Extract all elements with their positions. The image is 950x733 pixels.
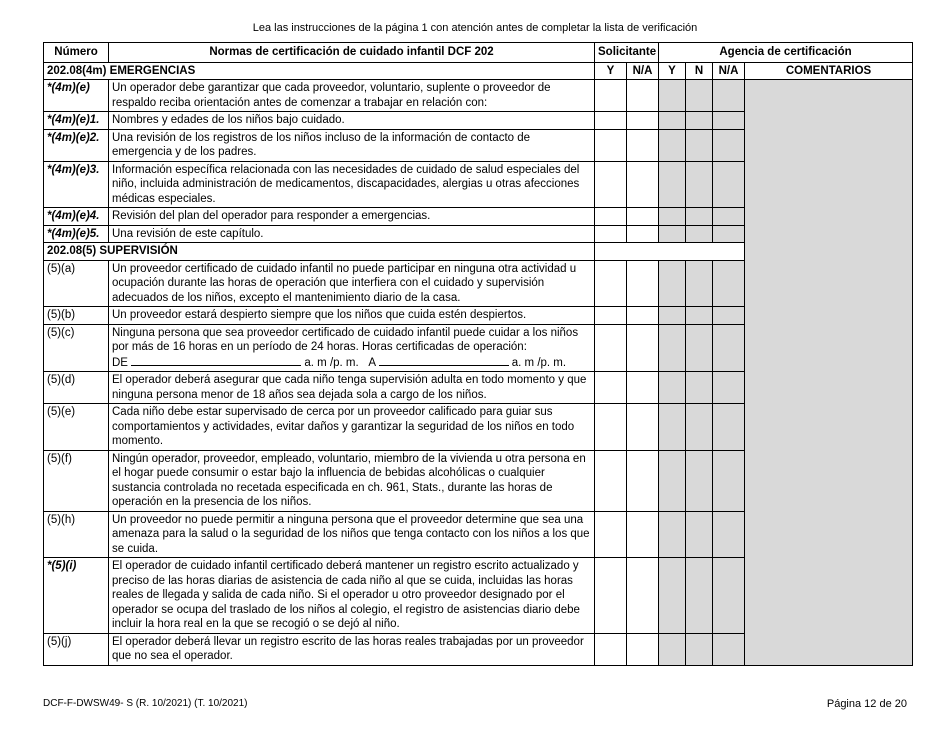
agencia-y-cell[interactable] <box>659 450 686 511</box>
rule-text-content: Cada niño debe estar supervisado de cerca por un proveedor calificado para guiar sus comportamientos y actividades, evitar daños y garantizar la seguridad de los niños en todo momento. <box>112 406 575 447</box>
certification-checklist-table <box>43 42 913 666</box>
rule-text-content: El operador deberá llevar un registro escrito de las horas reales trabajadas por un proveedor que no sea el operador. <box>112 635 584 662</box>
solicitante-na-header: N/A <box>627 62 659 80</box>
rule-text <box>109 511 595 558</box>
rule-number: *(4m)(e) <box>44 80 109 112</box>
rule-text <box>109 208 595 226</box>
agencia-y-cell[interactable] <box>659 225 686 243</box>
solicitante-y-cell[interactable] <box>595 511 627 558</box>
rule-number: (5)(j) <box>44 633 109 665</box>
hours-to-field[interactable] <box>379 355 509 366</box>
rule-number: (5)(c) <box>44 324 109 372</box>
rule-number: *(4m)(e)5. <box>44 225 109 243</box>
solicitante-y-cell[interactable] <box>595 324 627 372</box>
solicitante-y-cell[interactable] <box>595 208 627 226</box>
solicitante-na-cell[interactable] <box>627 80 659 112</box>
rule-number: *(4m)(e)4. <box>44 208 109 226</box>
solicitante-y-cell[interactable] <box>595 372 627 404</box>
rule-number: (5)(f) <box>44 450 109 511</box>
agencia-header: Agencia de certificación <box>659 43 913 63</box>
agencia-na-cell[interactable] <box>713 112 745 130</box>
hours-from-label: DE <box>112 356 128 369</box>
agencia-n-cell[interactable] <box>686 307 713 325</box>
rule-number: (5)(d) <box>44 372 109 404</box>
rule-text <box>109 129 595 161</box>
agencia-na-cell[interactable] <box>713 450 745 511</box>
agencia-na-cell[interactable] <box>713 208 745 226</box>
agencia-y-cell[interactable] <box>659 161 686 208</box>
solicitante-y-cell[interactable] <box>595 404 627 451</box>
solicitante-na-cell[interactable] <box>627 161 659 208</box>
rule-text-content: Ninguna persona que sea proveedor certificado de cuidado infantil puede cuidar a los niños por más de 16 horas en un período de 24 horas. Horas certificadas de operación: <box>112 326 579 353</box>
agencia-n-cell[interactable] <box>686 129 713 161</box>
rule-text <box>109 80 595 112</box>
agencia-na-cell[interactable] <box>713 633 745 665</box>
agencia-n-header: N <box>686 62 713 80</box>
agencia-n-cell[interactable] <box>686 225 713 243</box>
agencia-n-cell[interactable] <box>686 633 713 665</box>
rule-number: *(4m)(e)2. <box>44 129 109 161</box>
agencia-y-cell[interactable] <box>659 307 686 325</box>
hours-to-label: A <box>368 356 376 369</box>
header-row <box>44 43 913 63</box>
rule-text-content: Un proveedor certificado de cuidado infantil no puede participar en ninguna otra actividad u ocupación durante las horas de operación que interfiera con el cuidado y supervisión adecuados de los niños, excepto el mantenimiento diario de la casa. <box>112 262 577 304</box>
agencia-n-cell[interactable] <box>686 324 713 372</box>
section-title-supervision: 202.08(5) SUPERVISIÓN <box>44 243 595 261</box>
table-row <box>44 80 913 112</box>
agencia-y-cell[interactable] <box>659 80 686 112</box>
agencia-n-cell[interactable] <box>686 404 713 451</box>
comentarios-header: COMENTARIOS <box>745 62 913 80</box>
rule-text-content: Revisión del plan del operador para responder a emergencias. <box>112 210 431 222</box>
agencia-n-cell[interactable] <box>686 161 713 208</box>
agencia-y-header: Y <box>659 62 686 80</box>
solicitante-y-cell[interactable] <box>595 225 627 243</box>
rule-text <box>109 404 595 451</box>
solicitante-na-cell[interactable] <box>627 324 659 372</box>
solicitante-na-cell[interactable] <box>627 558 659 634</box>
page-number: Página 12 de 20 <box>826 698 907 710</box>
agencia-n-cell[interactable] <box>686 511 713 558</box>
agencia-n-cell[interactable] <box>686 260 713 307</box>
agencia-na-cell[interactable] <box>713 129 745 161</box>
agencia-na-cell[interactable] <box>713 511 745 558</box>
solicitante-y-header: Y <box>595 62 627 80</box>
solicitante-na-cell[interactable] <box>627 372 659 404</box>
section-header-row <box>44 62 913 80</box>
rule-text-content: El operador deberá asegurar que cada niño tenga supervisión adulta en todo momento y que ninguna persona menor de 18 años sea dejada sola a cargo de los niños. <box>112 374 587 401</box>
rule-text-content: Información específica relacionada con las necesidades de cuidado de salud especiales del niño, incluida administración de medicamentos, discapacidades, alergias u otras afecciones médicas especiales. <box>112 163 580 205</box>
agencia-n-cell[interactable] <box>686 112 713 130</box>
solicitante-na-cell[interactable] <box>627 633 659 665</box>
agencia-y-cell[interactable] <box>659 112 686 130</box>
normas-header: Normas de certificación de cuidado infantil DCF 202 <box>109 43 595 63</box>
solicitante-y-cell[interactable] <box>595 633 627 665</box>
hours-of-operation-line <box>112 355 591 371</box>
agencia-na-cell[interactable] <box>713 324 745 372</box>
rule-text <box>109 260 595 307</box>
top-instruction-note: Lea las instrucciones de la página 1 con atención antes de completar la lista de verificación <box>252 22 698 34</box>
agencia-y-cell[interactable] <box>659 260 686 307</box>
rule-text <box>109 324 595 372</box>
rule-text <box>109 225 595 243</box>
rule-text <box>109 307 595 325</box>
agencia-y-cell[interactable] <box>659 404 686 451</box>
agencia-na-header: N/A <box>713 62 745 80</box>
agencia-y-cell[interactable] <box>659 324 686 372</box>
agencia-na-cell[interactable] <box>713 404 745 451</box>
agencia-y-cell[interactable] <box>659 208 686 226</box>
solicitante-y-cell[interactable] <box>595 161 627 208</box>
agencia-na-cell[interactable] <box>713 80 745 112</box>
solicitante-na-cell[interactable] <box>627 225 659 243</box>
hours-from-field[interactable] <box>131 355 301 366</box>
rule-text-content: Un operador debe garantizar que cada proveedor, voluntario, suplente o proveedor de respaldo reciba orientación antes de comenzar a trabajar en relación con: <box>112 82 551 109</box>
section-title-emergencias: 202.08(4m) EMERGENCIAS <box>44 62 595 80</box>
solicitante-header: Solicitante <box>595 43 659 63</box>
agencia-na-cell[interactable] <box>713 558 745 634</box>
rule-number: (5)(a) <box>44 260 109 307</box>
solicitante-na-cell[interactable] <box>627 112 659 130</box>
solicitante-y-cell[interactable] <box>595 307 627 325</box>
solicitante-y-cell[interactable] <box>595 450 627 511</box>
solicitante-na-cell[interactable] <box>627 404 659 451</box>
solicitante-na-cell[interactable] <box>627 450 659 511</box>
agencia-y-cell[interactable] <box>659 511 686 558</box>
agencia-y-cell[interactable] <box>659 633 686 665</box>
rule-text <box>109 558 595 634</box>
solicitante-na-cell[interactable] <box>627 511 659 558</box>
solicitante-na-cell[interactable] <box>627 307 659 325</box>
agencia-na-cell[interactable] <box>713 260 745 307</box>
agencia-na-cell[interactable] <box>713 225 745 243</box>
rule-number: *(4m)(e)1. <box>44 112 109 130</box>
agencia-n-cell[interactable] <box>686 450 713 511</box>
agencia-n-cell[interactable] <box>686 372 713 404</box>
rule-number: (5)(h) <box>44 511 109 558</box>
rule-text <box>109 450 595 511</box>
agencia-na-cell[interactable] <box>713 161 745 208</box>
agencia-y-cell[interactable] <box>659 558 686 634</box>
rule-text <box>109 633 595 665</box>
rule-number: *(4m)(e)3. <box>44 161 109 208</box>
rule-text <box>109 161 595 208</box>
section-filler <box>595 243 745 261</box>
solicitante-y-cell[interactable] <box>595 129 627 161</box>
rule-number: *(5)(i) <box>44 558 109 634</box>
solicitante-y-cell[interactable] <box>595 112 627 130</box>
rule-text-content: Una revisión de este capítulo. <box>112 227 264 240</box>
hours-to-ampm: a. m /p. m. <box>511 356 567 369</box>
rule-text-content: Un proveedor no puede permitir a ninguna persona que el proveedor determine que sea una amenaza para la salud o la seguridad de los niños que tenga contacto con los niños a los que se cuida. <box>112 513 590 555</box>
rule-text <box>109 112 595 130</box>
solicitante-y-cell[interactable] <box>595 558 627 634</box>
solicitante-na-cell[interactable] <box>627 260 659 307</box>
agencia-y-cell[interactable] <box>659 129 686 161</box>
agencia-na-cell[interactable] <box>713 372 745 404</box>
numero-header: Número <box>44 43 109 63</box>
agencia-n-cell[interactable] <box>686 208 713 226</box>
rule-text-content: Nombres y edades de los niños bajo cuidado. <box>112 114 345 126</box>
hours-from-ampm: a. m /p. m. <box>304 356 359 369</box>
rule-text-content: Una revisión de los registros de los niños incluso de la información de contacto de emergencia y de los padres. <box>112 131 531 158</box>
solicitante-y-cell[interactable] <box>595 260 627 307</box>
rule-number: (5)(e) <box>44 404 109 451</box>
agencia-n-cell[interactable] <box>686 558 713 634</box>
rule-number: (5)(b) <box>44 307 109 325</box>
solicitante-y-cell[interactable] <box>595 80 627 112</box>
rule-text-content: Ningún operador, proveedor, empleado, voluntario, miembro de la vivienda u otra persona en el hogar puede consumir o estar bajo la influencia de bebidas alcohólicas o cualquier sustancia controlada no recetada especificada en ch. 961, Stats., durante las horas de operación en la presencia de los niños. <box>112 452 586 508</box>
agencia-na-cell[interactable] <box>713 307 745 325</box>
solicitante-na-cell[interactable] <box>627 208 659 226</box>
rule-text <box>109 372 595 404</box>
comentarios-cell[interactable] <box>745 80 913 666</box>
agencia-n-cell[interactable] <box>686 80 713 112</box>
solicitante-na-cell[interactable] <box>627 129 659 161</box>
rule-text-content: Un proveedor estará despierto siempre que los niños que cuida estén despiertos. <box>112 309 527 321</box>
rule-text-content: El operador de cuidado infantil certificado deberá mantener un registro escrito actualizado y preciso de las horas diarias de asistencia de cada niño al que se cuida, incluidas las horas reales de llegada y salida de cada niño. Si el operador u otro proveedor designado por el operador se ocupa del traslado de los niños al colegio, el registro de asistencias diario debe incluir la hora real en la que se recogió o se dejó al niño. <box>112 560 580 630</box>
form-id: DCF-F-DWSW49- S (R. 10/2021) (T. 10/2021) <box>43 698 248 709</box>
agencia-y-cell[interactable] <box>659 372 686 404</box>
